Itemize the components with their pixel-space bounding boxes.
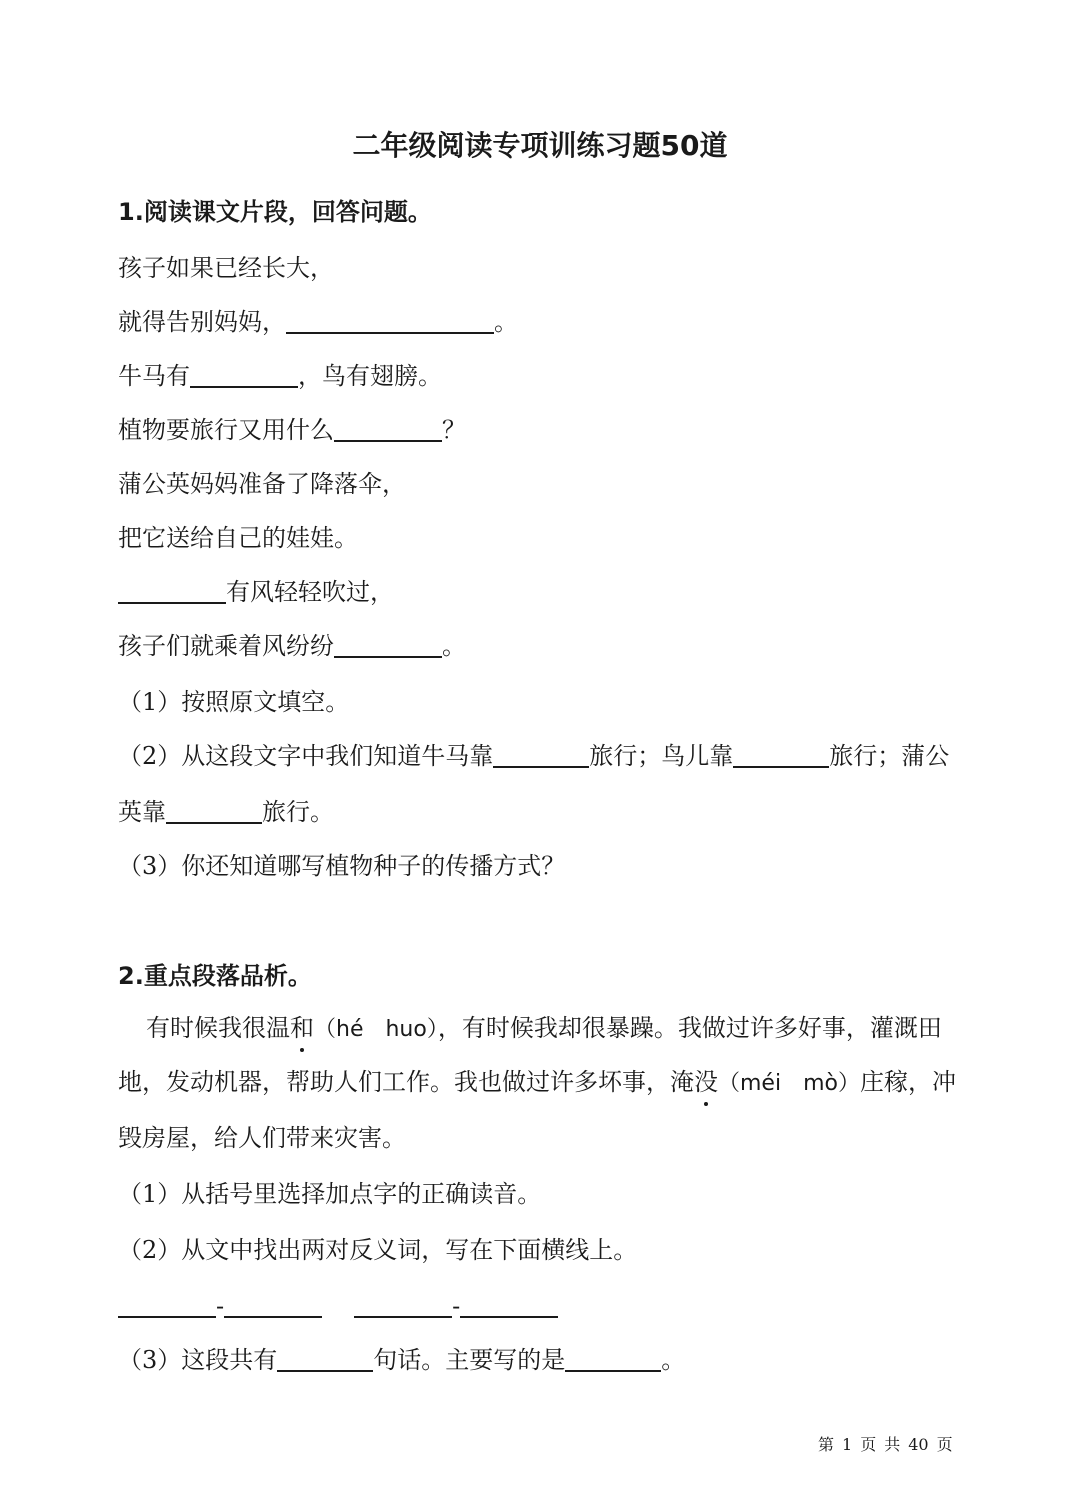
poem-line-2 <box>118 306 518 338</box>
pinyin-options: （méi mò） <box>718 1071 860 1096</box>
q1-sub-1: （1）按照原文填空。 <box>118 688 350 716</box>
dash: - <box>452 1292 461 1320</box>
footer-text: 页 <box>936 1435 953 1454</box>
text: 植物要旅行又用什么 <box>118 416 334 444</box>
text: 旅行；蒲公 <box>829 742 950 770</box>
dash: - <box>216 1292 225 1320</box>
fill-blank[interactable] <box>354 1290 452 1318</box>
page-footer <box>818 1432 961 1455</box>
dotted-char: 和 <box>290 1014 314 1042</box>
total-pages: 40 <box>908 1435 929 1454</box>
fill-blank[interactable] <box>224 1290 322 1318</box>
fill-blank[interactable] <box>460 1290 558 1318</box>
passage-line-1 <box>146 1012 942 1046</box>
text: ，鸟有翅膀。 <box>298 362 442 390</box>
q1-sub-3: （3）你还知道哪写植物种子的传播方式？ <box>118 852 566 880</box>
text: ？ <box>442 416 466 444</box>
fill-blank[interactable] <box>118 576 226 604</box>
passage-line-3: 毁房屋，给人们带来灾害。 <box>118 1124 406 1152</box>
footer-text: 页 <box>860 1435 877 1454</box>
page-title: 二年级阅读专项训练习题50道 <box>352 129 728 162</box>
text: （3）这段共有 <box>118 1346 278 1374</box>
text: 孩子们就乘着风纷纷 <box>118 632 334 660</box>
q2-sub-2: （2）从文中找出两对反义词，写在下面横线上。 <box>118 1236 638 1264</box>
fill-blank[interactable] <box>565 1344 661 1372</box>
text: ，有时候我却很暴躁。我做过许多好事，灌溉田 <box>437 1014 942 1042</box>
text: 地，发动机器，帮助人们工作。我也做过许多坏事，淹 <box>118 1068 694 1096</box>
dotted-char: 没 <box>694 1068 718 1096</box>
footer-text: 第 <box>818 1435 835 1454</box>
fill-blank[interactable] <box>190 360 298 388</box>
fill-blank[interactable] <box>166 796 262 824</box>
poem-line-4 <box>118 414 466 446</box>
text: 旅行；鸟儿靠 <box>589 742 734 770</box>
page-number: 1 <box>842 1435 853 1454</box>
text: 句话。主要写的是 <box>373 1346 566 1374</box>
text: 有时候我很温 <box>146 1014 290 1042</box>
poem-line-7 <box>118 576 394 608</box>
q1-sub-2-cont <box>118 796 334 828</box>
text: 牛马有 <box>118 362 190 390</box>
text: 就得告别妈妈， <box>118 308 286 336</box>
poem-line-8 <box>118 630 466 662</box>
text: 有风轻轻吹过， <box>226 578 394 606</box>
antonym-blanks <box>118 1290 558 1322</box>
text: （2）从这段文字中我们知道牛马靠 <box>118 742 494 770</box>
fill-blank[interactable] <box>286 306 494 334</box>
fill-blank[interactable] <box>334 414 442 442</box>
q2-sub-3 <box>118 1344 685 1376</box>
passage-line-2 <box>118 1066 956 1100</box>
fill-blank[interactable] <box>493 740 589 768</box>
question-1-heading: 1.阅读课文片段，回答问题。 <box>118 198 432 226</box>
poem-line-5: 蒲公英妈妈准备了降落伞， <box>118 470 406 498</box>
poem-line-3 <box>118 360 442 392</box>
footer-text: 共 <box>884 1435 901 1454</box>
poem-line-6: 把它送给自己的娃娃。 <box>118 524 358 552</box>
fill-blank[interactable] <box>733 740 829 768</box>
text: 庄稼，冲 <box>859 1068 956 1096</box>
q2-sub-1: （1）从括号里选择加点字的正确读音。 <box>118 1180 542 1208</box>
fill-blank[interactable] <box>277 1344 373 1372</box>
text: 旅行。 <box>262 798 334 826</box>
fill-blank[interactable] <box>334 630 442 658</box>
text: 。 <box>442 632 466 660</box>
pinyin-options: （hé huo） <box>314 1017 438 1042</box>
question-2-heading: 2.重点段落品析。 <box>118 962 312 990</box>
text: 。 <box>494 308 518 336</box>
text: 英靠 <box>118 798 166 826</box>
q1-sub-2 <box>118 740 949 772</box>
text: 。 <box>661 1346 686 1374</box>
fill-blank[interactable] <box>118 1290 216 1318</box>
poem-line-1: 孩子如果已经长大， <box>118 254 334 282</box>
